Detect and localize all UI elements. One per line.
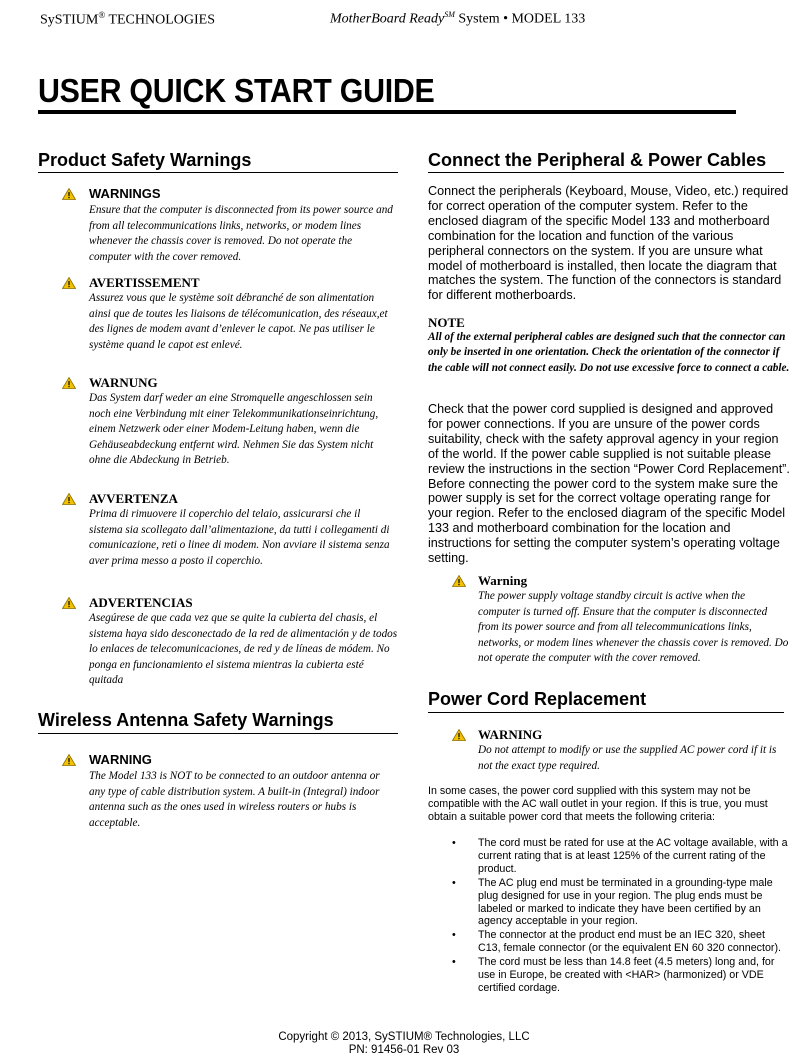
note-body: All of the external peripheral cables are designed such that the connector can only be inserted in one orientation. Check the orientation of the connector if the cable will not connect easily. Do not use excessive force to connect a cable.	[428, 331, 790, 374]
warning-body: Assurez vous que le système soit débranché de son alimentation ainsi que de toutes les liaisons de télécomunication, des réseaux,et des lignes de modem avant d’enlever le capot. Ne pas utiliser le système quand le capot est enlevé.	[89, 292, 388, 351]
warning-triangle-icon	[452, 575, 466, 587]
warning-body: The Model 133 is NOT to be connected to an outdoor antenna or any type of cable distribution system. A built-in (Integral) indoor antenna such as the ones used in wireless routers or hubs is acceptable.	[89, 770, 380, 829]
bullet-icon: •	[452, 837, 456, 849]
section-rule	[38, 172, 398, 173]
warning-body: Do not attempt to modify or use the supplied AC power cord if it is not the exact type required.	[478, 744, 777, 772]
cord-paragraph: In some cases, the power cord supplied with this system may not be compatible with the AC wall outlet in your region. If this is true, you must obtain a suitable power cord that meets the following criteria:	[428, 785, 768, 823]
warning-body: Ensure that the computer is disconnected from its power source and from all telecommunications links, networks, or modem lines whenever the chassis cover is removed. Do not operate the computer with the cover removed.	[89, 204, 393, 263]
list-item: • The cord must be rated for use at the AC voltage available, with a current rating that is at least 125% of the current rating of the product.	[452, 837, 788, 875]
warning-heading: Warning	[478, 573, 528, 588]
warning-triangle-icon	[62, 493, 76, 505]
warning-heading: WARNING	[478, 727, 543, 742]
warning-body: The power supply voltage standby circuit is active when the computer is turned off. Ensure that the computer is disconnected from its power source and from all telecommunications links, networks, or modem lines whenever the chassis cover is removed. Do not operate the computer with the cover removed.	[478, 590, 789, 665]
safety-section-title: Product Safety Warnings	[38, 150, 252, 170]
connect-paragraph: Connect the peripherals (Keyboard, Mouse, Video, etc.) required for correct operation of the computer system. Refer to the enclosed diagram of the specific Model 133 and motherboard combination for the location and function of the various peripheral connectors on the system. If you are unsure what model of motherboard is installed, then locate the diagram that matches the system. The function of the connectors is standard for different motherboards.	[428, 184, 789, 303]
warning-heading: AVERTISSEMENT	[89, 275, 200, 290]
warning-heading: WARNING	[89, 752, 152, 767]
power-paragraph: Check that the power cord supplied is designed and approved for power connections. If you are unsure of the power cords suitability, check with the safety approval agency in your region of the world. If the power cable supplied is not suitable please review the instructions in the section “Power Cord Replacement”. Before connecting the power cord to the system make sure the power supply is set for the correct voltage operating range for your region. Refer to the enclosed diagram of the specific Model 133 and motherboard combination for the location and instructions for setting the computer system’s operating voltage setting.	[428, 402, 790, 566]
note-label: NOTE	[428, 315, 465, 330]
warning-body: Das System darf weder an eine Stromquelle angeschlossen sein noch eine Verbindung mit einer Telekommunikationseinrichtung, einem Netzwerk oder einer Modem-Leitung haben, wenn die Gehäuseabdeckung entfernt wird. Nehmen Sie das System nicht ohne die Abdeckung in Betrieb.	[89, 392, 379, 467]
warning-body: Prima di rimuovere il coperchio del telaio, assicurarsi che il sistema sia scollegato dall’alimentazione, da tutti i collegamenti di comunicazione, reti o linee di modem. Non avviare il sistema senza aver prima messo a posto il coperchio.	[89, 508, 390, 567]
header-product: MotherBoard Ready℠ System • MODEL 133	[330, 10, 586, 27]
warning-triangle-icon	[452, 729, 466, 741]
warning-triangle-icon	[62, 377, 76, 389]
section-rule	[38, 733, 398, 734]
bullet-icon: •	[452, 956, 456, 969]
antenna-section-title: Wireless Antenna Safety Warnings	[38, 710, 334, 730]
footer-part-number: PN: 91456-01 Rev 03	[348, 1044, 460, 1056]
warning-triangle-icon	[62, 597, 76, 609]
title-rule	[38, 110, 736, 114]
list-item: • The AC plug end must be terminated in a grounding-type male plug designed for use in your region. The plug ends must be labeled or marked to indicate they have been certified by an agency acceptable in your region.	[452, 876, 773, 928]
warning-heading: WARNINGS	[89, 186, 161, 201]
warning-triangle-icon	[62, 188, 76, 200]
page-title: USER QUICK START GUIDE	[38, 72, 435, 109]
warning-heading: WARNUNG	[89, 375, 158, 390]
warning-heading: ADVERTENCIAS	[89, 595, 193, 610]
warning-heading: AVVERTENZA	[89, 491, 178, 506]
bullet-icon: •	[452, 876, 456, 889]
warning-triangle-icon	[62, 277, 76, 289]
warning-body: Asegúrese de que cada vez que se quite la cubierta del chasis, el sistema haya sido desconectado de la red de alimentación y de todos lo enlaces de telecomunicaciones, de red y de líneas de módem. No ponga en funcionamiento el sistema mientras la cubierta esté quitada	[89, 612, 398, 687]
section-rule	[428, 712, 784, 713]
list-item: • The cord must be less than 14.8 feet (4.5 meters) long and, for use in Europe, be created with <HAR> (harmonized) or VDE certified cordage.	[452, 956, 775, 994]
footer-copyright: Copyright © 2013, SySTIUM® Technologies, LLC	[278, 1031, 530, 1043]
cord-section-title: Power Cord Replacement	[428, 689, 647, 709]
connect-section-title: Connect the Peripheral & Power Cables	[428, 150, 767, 170]
header-company: SySTIUM® TECHNOLOGIES	[40, 10, 215, 28]
bullet-icon: •	[452, 929, 456, 942]
section-rule	[428, 172, 784, 173]
list-item: • The connector at the product end must be an IEC 320, sheet C13, female connector (or the equivalent EN 60 320 connector).	[452, 929, 781, 955]
criteria-list	[452, 837, 790, 996]
warning-triangle-icon	[62, 754, 76, 766]
